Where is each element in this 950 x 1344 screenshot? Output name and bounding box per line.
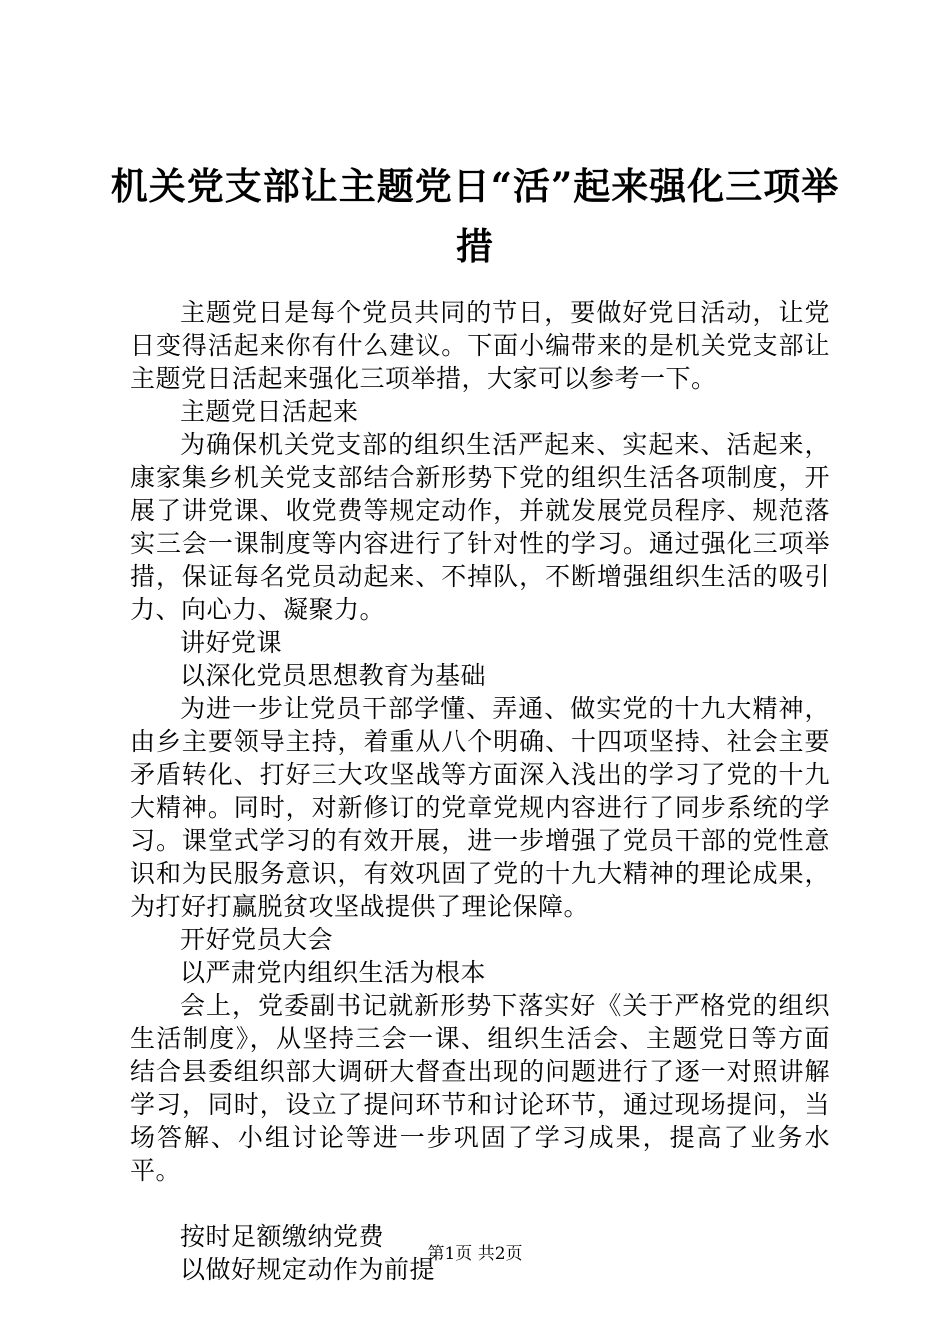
paragraph-intro: 主题党日是每个党员共同的节日，要做好党日活动，让党日变得活起来你有什么建议。下面小编带来的是机关党支部让主题党日活起来强化三项举措，大家可以参考一下。 [130, 298, 830, 393]
section-subheading: 以严肃党内组织生活为根本 [180, 958, 487, 987]
paragraph: 为确保机关党支部的组织生活严起来、实起来、活起来，康家集乡机关党支部结合新形势下党的组织生活各项制度，开展了讲党课、收党费等规定动作，并就发展党员程序、规范落实三会一课制度等内容进行了针对性的学习。通过强化三项举措，保证每名党员动起来、不掉队，不断增强组织生活的吸引力、向心力、凝聚力。 [130, 430, 830, 624]
document-title: 机关党支部让主题党日“活”起来强化三项举措 [110, 164, 840, 268]
section-heading: 按时足额缴纳党费 [180, 1222, 385, 1251]
section-heading: 主题党日活起来 [180, 397, 359, 426]
paragraph: 会上，党委副书记就新形势下落实好《关于严格党的组织生活制度》，从坚持三会一课、组织生活会、主题党日等方面结合县委组织部大调研大督查出现的问题进行了逐一对照讲解学习，同时，设立了提问环节和讨论环节，通过现场提问，当场答解、小组讨论等进一步巩固了学习成果，提高了业务水平。 [130, 991, 830, 1185]
paragraph: 为进一步让党员干部学懂、弄通、做实党的十九大精神，由乡主要领导主持，着重从八个明确、十四项坚持、社会主要矛盾转化、打好三大攻坚战等方面深入浅出的学习了党的十九大精神。同时，对新修订的党章党规内容进行了同步系统的学习。课堂式学习的有效开展，进一步增强了党员干部的党性意识和为民服务意识，有效巩固了党的十九大精神的理论成果，为打好打赢脱贫攻坚战提供了理论保障。 [130, 694, 830, 921]
section-heading: 讲好党课 [180, 628, 283, 657]
page-footer: 第1页 共2页 [427, 1244, 523, 1264]
section-subheading: 以深化党员思想教育为基础 [180, 661, 487, 690]
document-body [130, 296, 830, 1286]
section-subheading: 以做好规定动作为前提 [180, 1255, 436, 1284]
section-heading: 开好党员大会 [180, 925, 334, 954]
